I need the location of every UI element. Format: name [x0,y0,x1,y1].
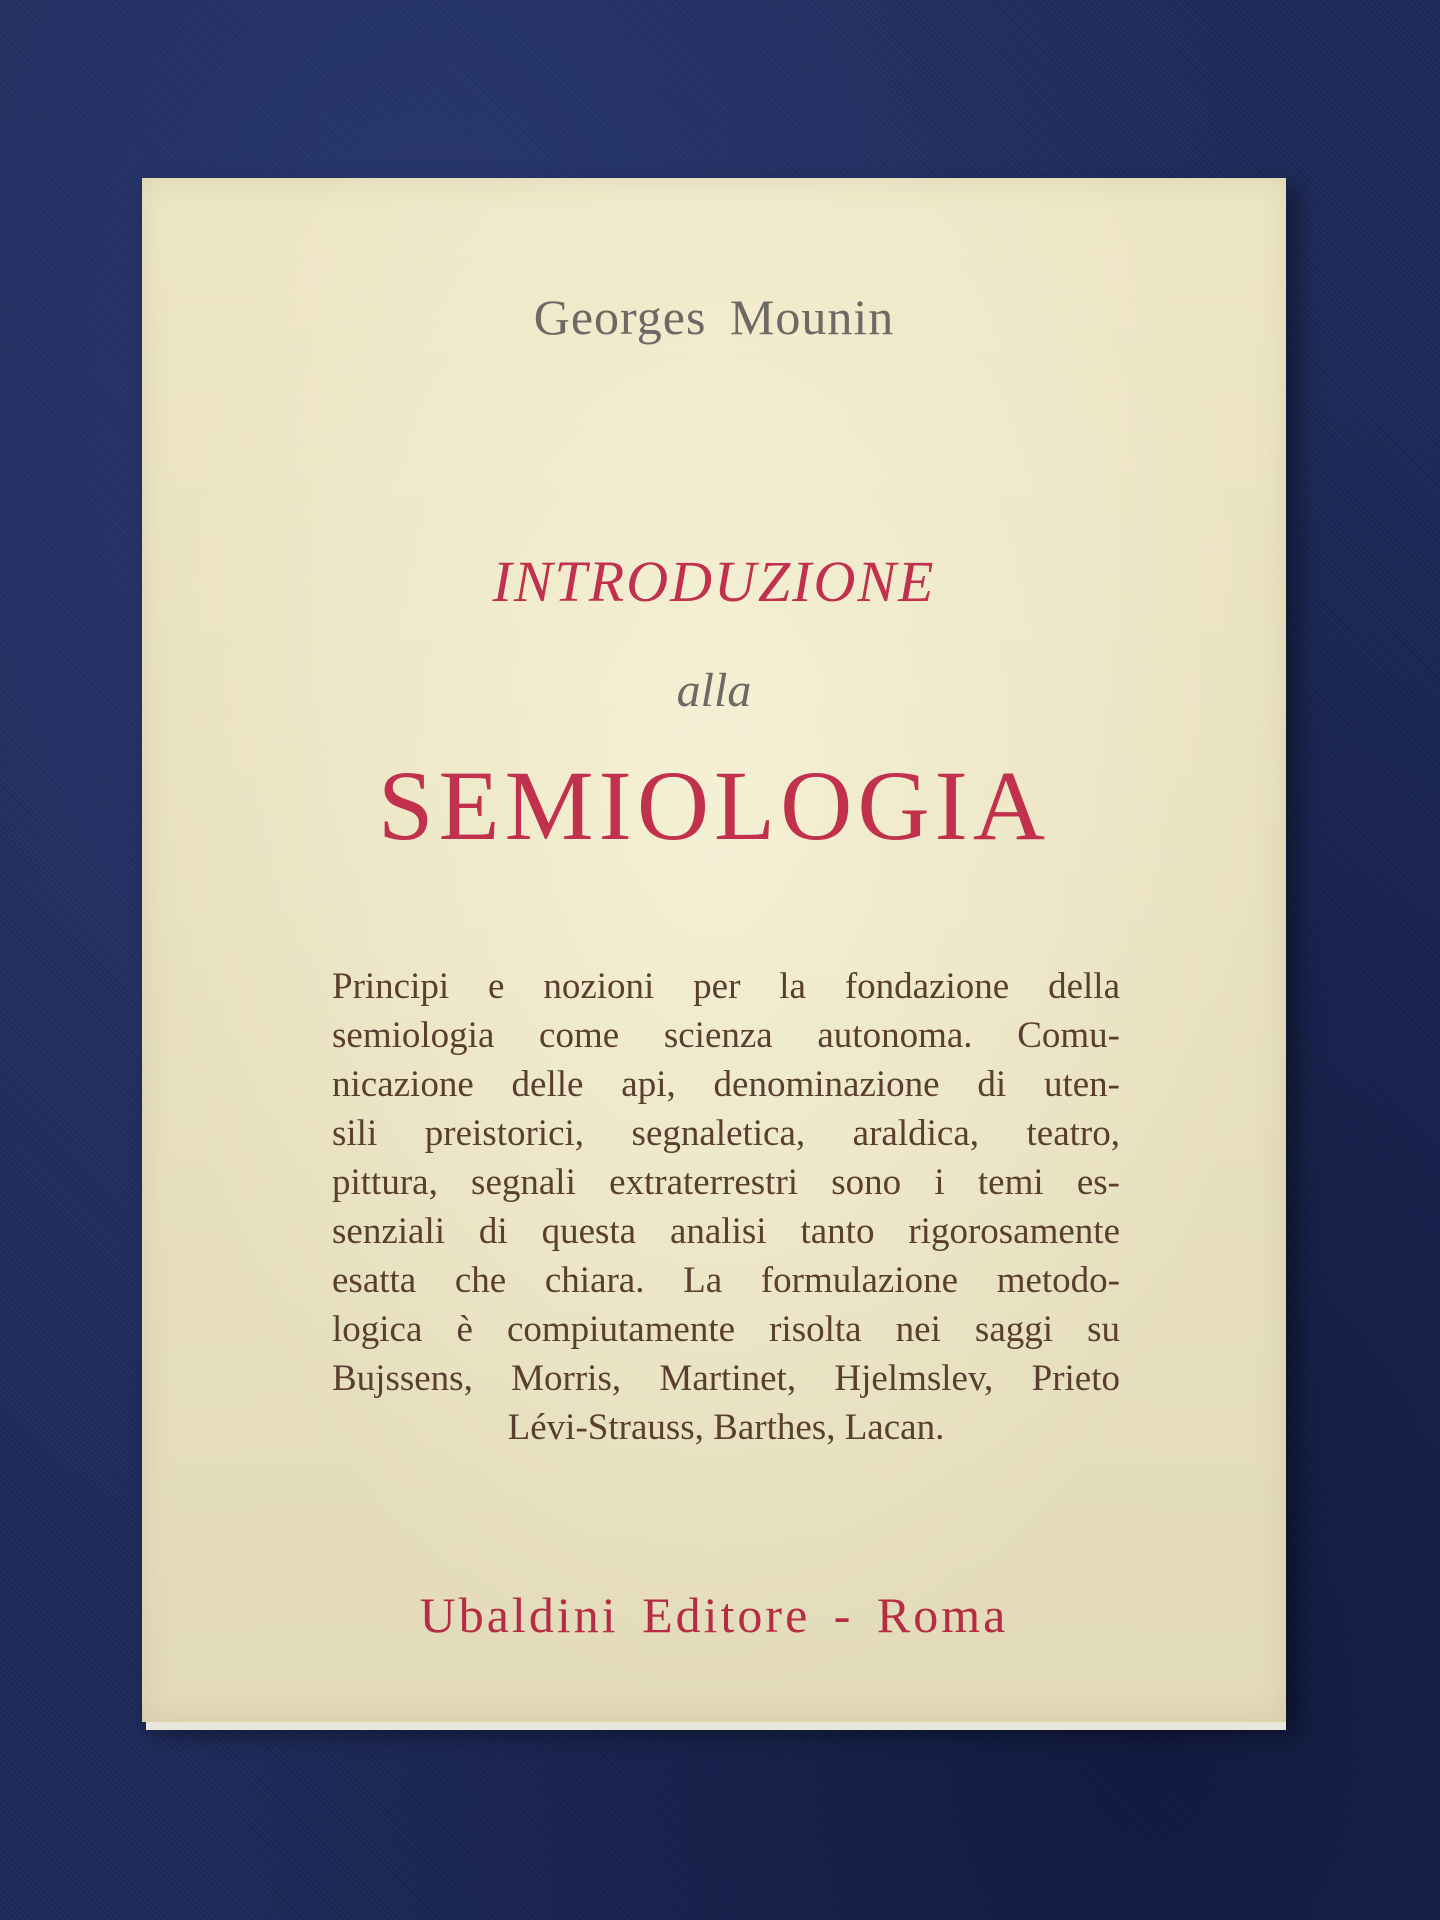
blurb-line: nicazione delle api, denominazione di uten- [332,1064,1120,1105]
author-name: Georges Mounin [533,289,895,345]
book-cover [142,178,1286,1722]
blurb-line: Bujssens, Morris, Martinet, Hjelmslev, Prieto [332,1358,1120,1399]
blurb-line: senziali di questa analisi tanto rigorosamente [332,1211,1120,1252]
blurb-line: pittura, segnali extraterrestri sono i temi es- [332,1162,1120,1203]
publisher-imprint: Ubaldini Editore - Roma [419,1587,1009,1643]
title-alla: alla [676,664,752,717]
blurb-line: logica è compiutamente risolta nei saggi su [332,1309,1120,1350]
blurb-line: semiologia come scienza autonoma. Comu- [332,1015,1120,1056]
blurb-line: sili preistorici, segnaletica, araldica, teatro, [332,1113,1120,1154]
blurb-line: Principi e nozioni per la fondazione della [332,966,1120,1007]
blurb-line: esatta che chiara. La formulazione metodo- [332,1260,1120,1301]
title-introduzione: INTRODUZIONE [492,549,936,614]
blurb-line: Lévi-Strauss, Barthes, Lacan. [507,1407,945,1448]
cover-blurb [332,962,1120,1452]
title-semiologia: SEMIOLOGIA [377,750,1051,861]
